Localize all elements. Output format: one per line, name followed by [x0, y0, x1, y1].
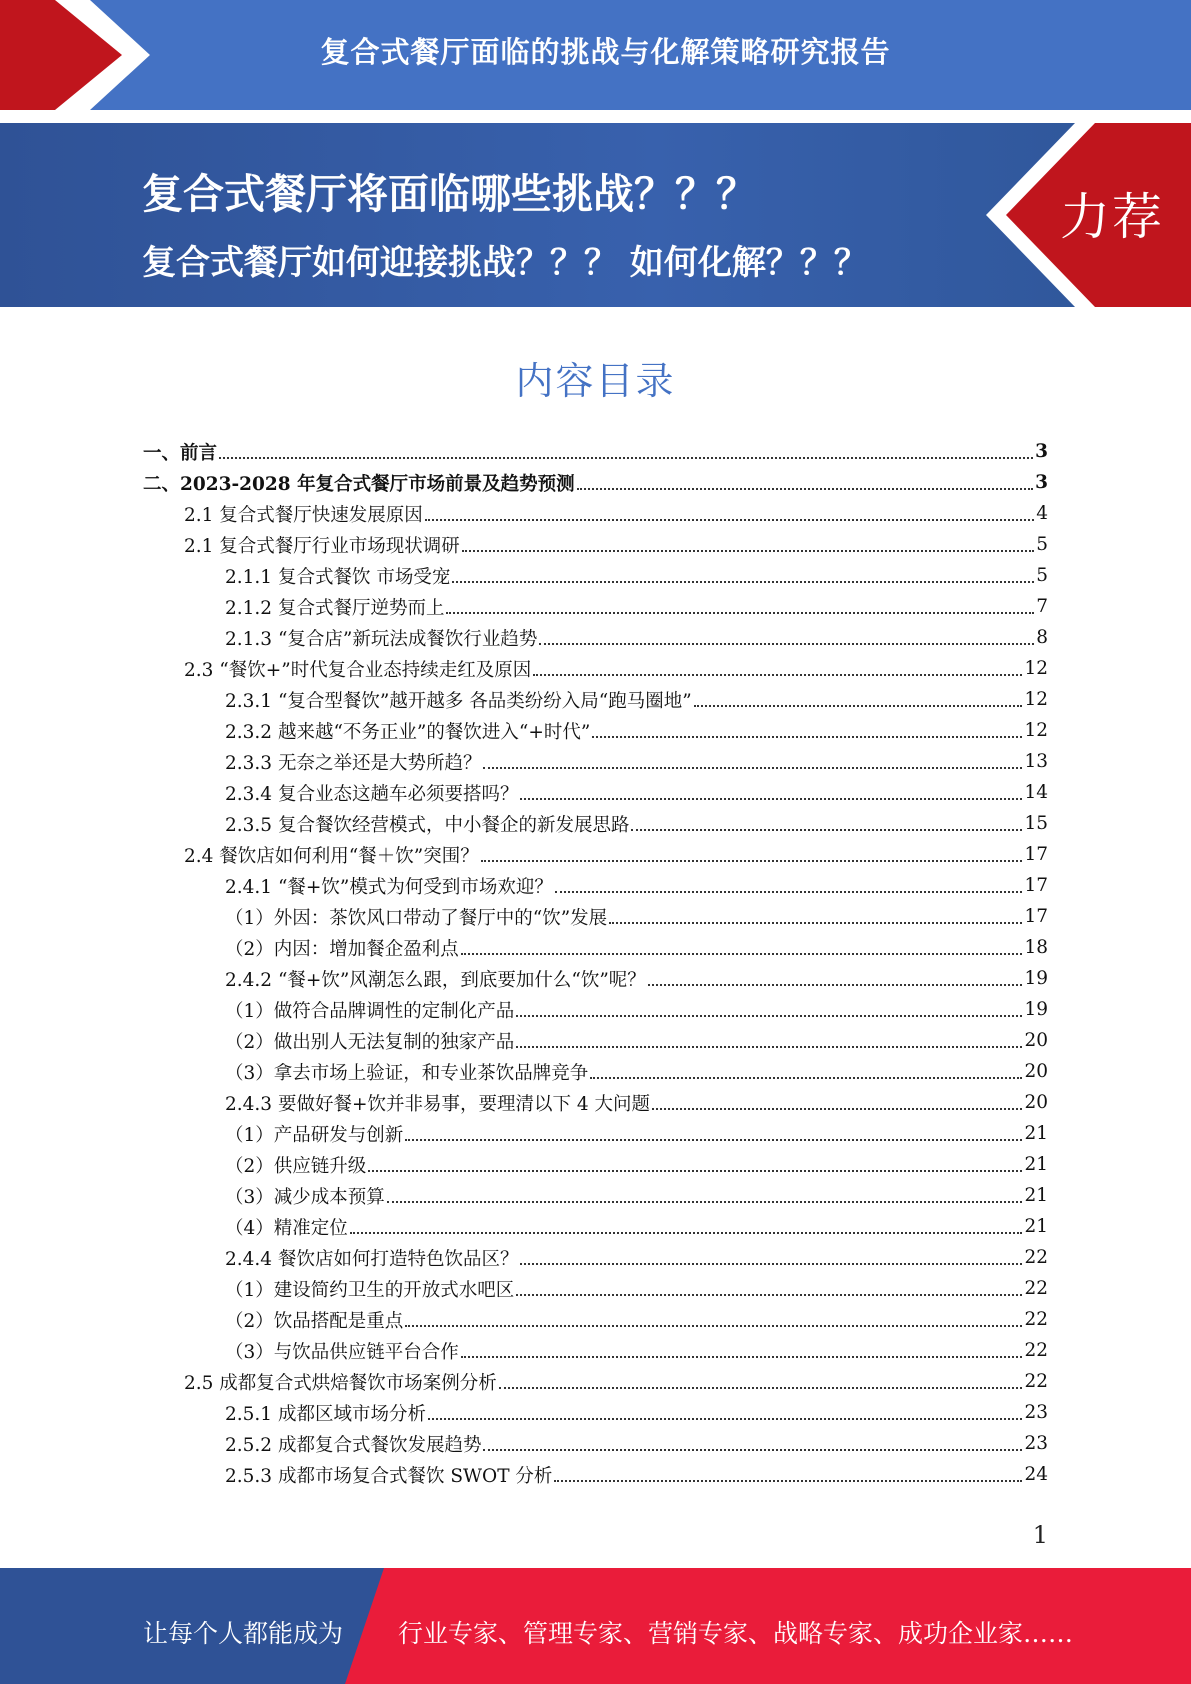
toc-leader-dots [652, 1108, 1022, 1110]
toc-entry-label: 2.1.1 复合式餐饮 市场受宠 [225, 566, 451, 588]
toc-leader-dots [577, 488, 1034, 490]
toc-entry-label: 2.4.3 要做好餐+饮并非易事，要理清以下 4 大问题 [225, 1093, 650, 1115]
toc-entry-label: （3）拿去市场上验证，和专业茶饮品牌竞争 [225, 1062, 589, 1084]
toc-entry-page: 8 [1036, 627, 1048, 648]
toc-entry-label: 2.3.3 无奈之举还是大势所趋？ [225, 752, 482, 774]
toc-entry[interactable] [225, 560, 1048, 591]
toc-entry[interactable] [225, 870, 1048, 901]
toc-entry-page: 15 [1024, 813, 1048, 834]
toc-leader-dots [483, 767, 1022, 769]
toc-entry-label: （3）减少成本预算 [225, 1186, 385, 1208]
hero-banner [0, 123, 1191, 307]
recommend-badge-text: 力荐 [1060, 188, 1164, 246]
toc-leader-dots [609, 922, 1022, 924]
report-title: 复合式餐厅面临的挑战与化解策略研究报告 [320, 35, 891, 69]
toc-entry-page: 22 [1024, 1247, 1048, 1268]
toc-leader-dots [461, 1356, 1023, 1358]
toc-entry[interactable] [184, 839, 1048, 870]
toc-entry-page: 17 [1024, 875, 1048, 896]
toc-entry-label: （1）建设简约卫生的开放式水吧区 [225, 1279, 515, 1301]
toc-entry[interactable] [225, 1335, 1048, 1366]
toc-entry-label: （2）供应链升级 [225, 1155, 367, 1177]
toc-entry-label: 2.1 复合式餐厅行业市场现状调研 [184, 535, 460, 557]
toc-entry[interactable] [225, 1397, 1048, 1428]
toc-entry-page: 5 [1036, 534, 1048, 555]
toc-leader-dots [219, 457, 1033, 459]
toc-entry[interactable] [225, 622, 1048, 653]
toc-entry[interactable] [143, 436, 1048, 467]
toc-entry-label: （4）精准定位 [225, 1217, 348, 1239]
toc-leader-dots [631, 829, 1022, 831]
toc-entry-label: 2.3.5 复合餐饮经营模式，中小餐企的新发展思路 [225, 814, 630, 836]
toc-entry-page: 12 [1024, 658, 1048, 679]
toc-leader-dots [555, 891, 1023, 893]
toc-entry-label: 2.1 复合式餐厅快速发展原因 [184, 504, 423, 526]
toc-entry-page: 20 [1024, 1061, 1048, 1082]
toc-entry-label: 2.1.2 复合式餐厅逆势而上 [225, 597, 445, 619]
footer-slogan-left: 让每个人都能成为 [143, 1619, 344, 1648]
toc-entry-label: （2）做出别人无法复制的独家产品 [225, 1031, 515, 1053]
toc-entry-label: （1）做符合品牌调性的定制化产品 [225, 1000, 515, 1022]
toc-entry-page: 22 [1024, 1309, 1048, 1330]
toc-leader-dots [428, 1418, 1022, 1420]
toc-leader-dots [520, 798, 1022, 800]
toc-entry[interactable] [225, 1025, 1048, 1056]
toc-entry[interactable] [184, 1366, 1048, 1397]
toc-entry-page: 20 [1024, 1092, 1048, 1113]
toc-entry-page: 3 [1035, 441, 1048, 462]
toc-entry-page: 17 [1024, 844, 1048, 865]
toc-entry[interactable] [225, 1087, 1048, 1118]
toc-entry[interactable] [225, 963, 1048, 994]
toc-entry-page: 21 [1024, 1185, 1048, 1206]
toc-entry[interactable] [225, 1273, 1048, 1304]
toc-entry-page: 18 [1024, 937, 1048, 958]
toc-entry[interactable] [184, 653, 1048, 684]
toc-entry[interactable] [225, 1459, 1048, 1490]
toc-entry-label: 2.5.2 成都复合式餐饮发展趋势 [225, 1434, 482, 1456]
toc-entry-page: 4 [1036, 503, 1048, 524]
toc-entry-page: 23 [1024, 1433, 1048, 1454]
toc-entry[interactable] [225, 1180, 1048, 1211]
toc-entry[interactable] [184, 529, 1048, 560]
toc-entry-label: 2.1.3 “复合店”新玩法成餐饮行业趋势 [225, 628, 538, 650]
toc-entry[interactable] [225, 1304, 1048, 1335]
toc-leader-dots [452, 581, 1034, 583]
toc-leader-dots [481, 860, 1023, 862]
toc-entry-page: 23 [1024, 1402, 1048, 1423]
toc-entry-page: 17 [1024, 906, 1048, 927]
toc-entry-page: 13 [1024, 751, 1048, 772]
toc-leader-dots [368, 1170, 1022, 1172]
toc-entry-label: 2.3.2 越来越“不务正业”的餐饮进入“+时代” [225, 721, 591, 743]
toc-leader-dots [648, 984, 1023, 986]
toc-entry-label: 2.5.1 成都区域市场分析 [225, 1403, 426, 1425]
toc-entry-page: 3 [1035, 472, 1048, 493]
toc-leader-dots [554, 1480, 1022, 1482]
toc-entry[interactable] [225, 994, 1048, 1025]
toc-entry-page: 14 [1024, 782, 1048, 803]
toc-leader-dots [499, 1387, 1023, 1389]
toc-leader-dots [405, 1325, 1022, 1327]
toc-leader-dots [425, 519, 1034, 521]
toc-leader-dots [387, 1201, 1023, 1203]
toc-entry-page: 21 [1024, 1216, 1048, 1237]
toc-entry-label: 2.5.3 成都市场复合式餐饮 SWOT 分析 [225, 1465, 553, 1487]
toc-entry-label: 2.5 成都复合式烘焙餐饮市场案例分析 [184, 1372, 497, 1394]
toc-leader-dots [350, 1232, 1023, 1234]
toc-entry-label: 2.4.2 “餐+饮”风潮怎么跟，到底要加什么“饮”呢？ [225, 969, 646, 991]
toc-entry-label: （1）产品研发与创新 [225, 1124, 404, 1146]
top-banner [0, 0, 1191, 110]
toc-entry[interactable] [225, 1428, 1048, 1459]
toc-entry-label: （1）外因：茶饮风口带动了餐厅中的“饮”发展 [225, 907, 608, 929]
toc-entry-page: 22 [1024, 1278, 1048, 1299]
toc-entry-page: 22 [1024, 1371, 1048, 1392]
toc-entry-label: 2.3.4 复合业态这趟车必须要搭吗？ [225, 783, 519, 805]
toc-leader-dots [516, 1294, 1022, 1296]
toc-leader-dots [520, 1263, 1022, 1265]
toc-entry-page: 21 [1024, 1123, 1048, 1144]
toc-entry[interactable] [225, 1056, 1048, 1087]
toc-leader-dots [461, 953, 1023, 955]
hero-question-2: 复合式餐厅如何迎接挑战？？？ 如何化解？？？ [142, 243, 868, 283]
toc-entry[interactable] [225, 901, 1048, 932]
toc-leader-dots [462, 550, 1034, 552]
toc-entry[interactable] [225, 591, 1048, 622]
toc-entry-page: 5 [1036, 565, 1048, 586]
page-number: 1 [1032, 1521, 1048, 1549]
toc-leader-dots [446, 612, 1034, 614]
toc-entry[interactable] [225, 777, 1048, 808]
toc-entry[interactable] [225, 746, 1048, 777]
toc-entry[interactable] [225, 1211, 1048, 1242]
toc-entry[interactable] [225, 1149, 1048, 1180]
toc-entry-label: （3）与饮品供应链平台合作 [225, 1341, 459, 1363]
toc-title: 内容目录 [515, 359, 676, 403]
toc-entry-page: 12 [1024, 689, 1048, 710]
toc-leader-dots [694, 705, 1023, 707]
footer-banner [0, 1568, 1191, 1684]
toc-entry-page: 7 [1036, 596, 1048, 617]
toc-leader-dots [516, 1046, 1022, 1048]
toc-entry-label: 2.4 餐饮店如何利用“餐＋饮”突围？ [184, 845, 479, 867]
toc-leader-dots [539, 643, 1034, 645]
toc-entry[interactable] [225, 684, 1048, 715]
toc-entry-label: 2.4.4 餐饮店如何打造特色饮品区？ [225, 1248, 519, 1270]
toc-leader-dots [533, 674, 1022, 676]
toc-leader-dots [592, 736, 1022, 738]
toc-entry-page: 24 [1024, 1464, 1048, 1485]
toc-leader-dots [516, 1015, 1022, 1017]
toc-entry-page: 12 [1024, 720, 1048, 741]
hero-question-1: 复合式餐厅将面临哪些挑战？？？ [142, 170, 757, 218]
toc-entry-page: 21 [1024, 1154, 1048, 1175]
toc-entry-label: 二、2023-2028 年复合式餐厅市场前景及趋势预测 [143, 473, 575, 495]
toc-leader-dots [483, 1449, 1022, 1451]
toc-entry[interactable] [184, 498, 1048, 529]
toc-entry-label: （2）内因：增加餐企盈利点 [225, 938, 459, 960]
toc-entry[interactable] [143, 467, 1048, 498]
toc-entry[interactable] [225, 808, 1048, 839]
toc-entry-label: 2.3 “餐饮+”时代复合业态持续走红及原因 [184, 659, 532, 681]
toc-entry[interactable] [225, 932, 1048, 963]
toc-entry-page: 19 [1024, 968, 1048, 989]
toc-entry[interactable] [225, 1118, 1048, 1149]
toc-entry-page: 20 [1024, 1030, 1048, 1051]
footer-slogan-right: 行业专家、管理专家、营销专家、战略专家、成功企业家…… [398, 1619, 1074, 1648]
toc-entry-page: 22 [1024, 1340, 1048, 1361]
toc-entry-label: 一、前言 [143, 442, 218, 464]
toc-entry[interactable] [225, 1242, 1048, 1273]
toc-entry-page: 19 [1024, 999, 1048, 1020]
toc-entry-label: （2）饮品搭配是重点 [225, 1310, 404, 1332]
toc-entry-label: 2.4.1 “餐+饮”模式为何受到市场欢迎？ [225, 876, 553, 898]
toc-entry-label: 2.3.1 “复合型餐饮”越开越多 各品类纷纷入局“跑马圈地” [225, 690, 692, 712]
toc-entry[interactable] [225, 715, 1048, 746]
toc-leader-dots [405, 1139, 1022, 1141]
toc-leader-dots [590, 1077, 1022, 1079]
